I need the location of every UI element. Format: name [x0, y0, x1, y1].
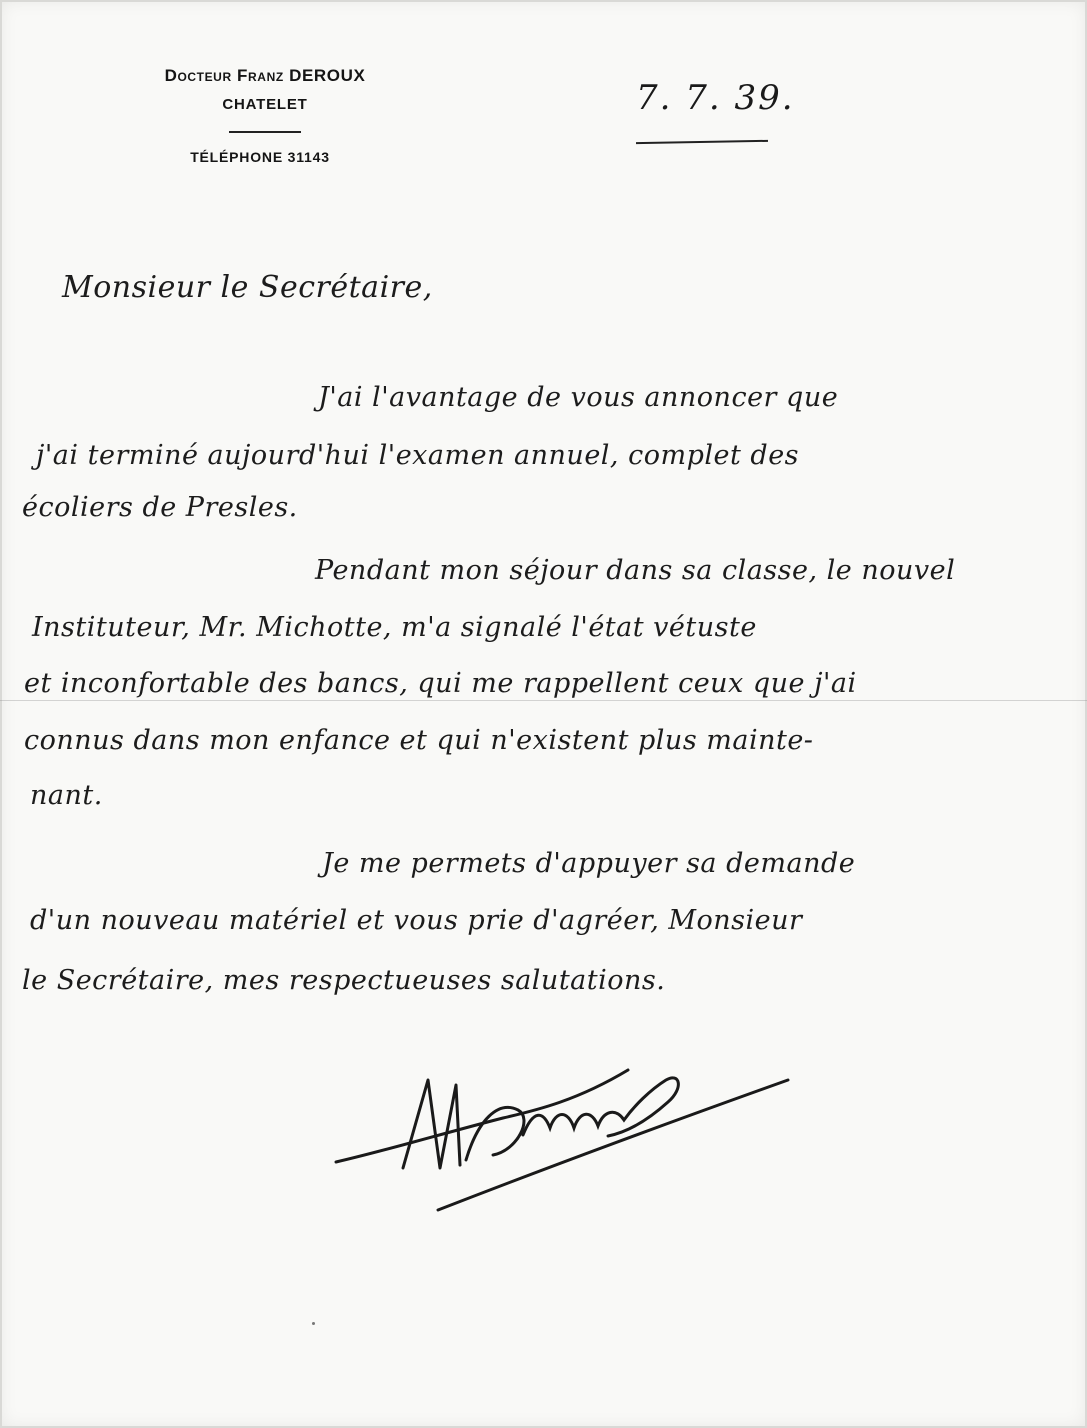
date-underline	[636, 140, 768, 144]
salutation: Monsieur le Secrétaire,	[62, 270, 433, 305]
body-line: Je me permets d'appuyer sa demande	[322, 848, 856, 879]
body-line: Pendant mon séjour dans sa classe, le nouvel	[315, 555, 956, 586]
body-line: d'un nouveau matériel et vous prie d'agréer, Monsieur	[30, 905, 803, 936]
body-line: Instituteur, Mr. Michotte, m'a signalé l'état vétuste	[32, 612, 757, 643]
letterhead-city: CHATELET	[222, 96, 308, 113]
letterhead-name: Franz DEROUX	[237, 66, 366, 85]
body-line: j'ai terminé aujourd'hui l'examen annuel, complet des	[36, 440, 800, 471]
body-line: J'ai l'avantage de vous annoncer que	[318, 382, 839, 413]
body-line: écoliers de Presles.	[22, 492, 298, 523]
body-line: connus dans mon enfance et qui n'existent plus mainte-	[24, 725, 814, 756]
paper-mark	[312, 1322, 315, 1325]
letterhead	[90, 66, 440, 165]
body-line: et inconfortable des bancs, qui me rappellent ceux que j'ai	[24, 668, 857, 699]
letterhead-phone: TÉLÉPHONE 31143	[190, 149, 330, 165]
closing-line: le Secrétaire, mes respectueuses salutations.	[22, 965, 666, 996]
handwritten-signature	[328, 1040, 798, 1220]
letterhead-doctor-name	[90, 66, 440, 86]
paper-fold	[0, 700, 1087, 701]
letter-date: 7. 7. 39.	[636, 78, 795, 118]
letterhead-title: Docteur	[164, 66, 232, 85]
letterhead-divider	[229, 131, 301, 133]
body-line: nant.	[30, 780, 103, 811]
